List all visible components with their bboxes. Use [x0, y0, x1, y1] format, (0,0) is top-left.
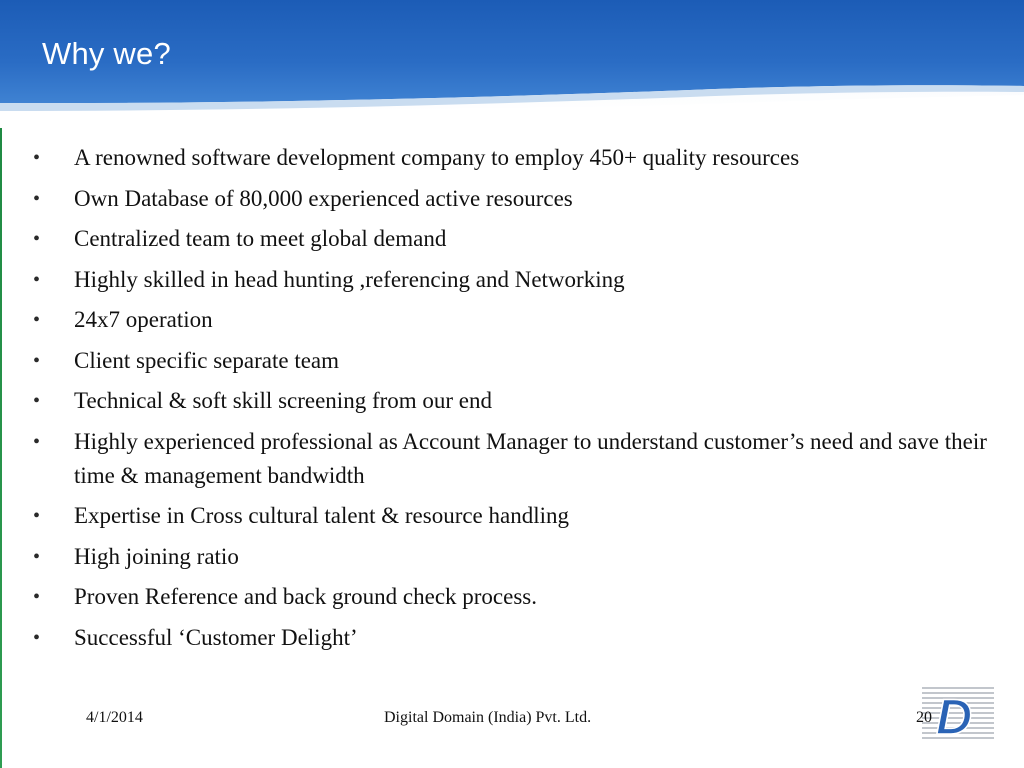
list-item-text: Proven Reference and back ground check process. [74, 584, 537, 609]
list-item-text: Successful ‘Customer Delight’ [74, 624, 358, 650]
bullet-icon: • [33, 349, 41, 372]
left-accent-bar [0, 128, 2, 768]
list-item [30, 303, 1000, 337]
list-item [30, 263, 1000, 297]
title-banner [0, 0, 1024, 130]
bullet-icon: • [33, 390, 41, 412]
list-item [30, 499, 1000, 533]
list-item-text: Centralized team to meet global demand [74, 226, 447, 251]
list-item-text: Highly experienced professional as Account Manager to understand customer’s need and save their time & management bandwidth [74, 428, 987, 488]
logo-letter: D [936, 689, 973, 742]
list-item [30, 384, 1000, 418]
list-item-text: Technical & soft skill screening from our end [74, 388, 493, 413]
bullet-icon: • [33, 268, 41, 291]
list-item [30, 540, 1000, 574]
list-item-text: A renowned software development company to employ 450+ quality resources [74, 145, 800, 170]
bullet-icon: • [33, 309, 41, 331]
list-item [30, 425, 1000, 493]
bullet-icon: • [33, 147, 41, 169]
list-item [30, 182, 1000, 216]
list-item-text: High joining ratio [74, 543, 239, 569]
slide-title: Why we? [42, 36, 171, 71]
list-item [30, 222, 1000, 256]
list-item-text: Client specific separate team [74, 347, 340, 373]
bullet-icon: • [33, 545, 41, 568]
list-item [30, 580, 1000, 614]
bullet-icon: • [33, 228, 41, 250]
bullet-icon: • [33, 505, 41, 527]
bullet-icon: • [33, 187, 41, 210]
footer-company: Digital Domain (India) Pvt. Ltd. [384, 709, 592, 726]
bullet-list [30, 141, 1000, 661]
footer-date: 4/1/2014 [86, 709, 143, 726]
bullet-icon: • [33, 430, 41, 453]
list-item-text: Highly skilled in head hunting ,referencing and Networking [74, 266, 625, 292]
list-item-text: Own Database of 80,000 experienced active resources [74, 185, 573, 211]
list-item [30, 344, 1000, 378]
footer-page-number: 20 [916, 709, 932, 726]
list-item [30, 141, 1000, 175]
list-item-text: Expertise in Cross cultural talent & resource handling [74, 503, 570, 528]
bullet-icon: • [33, 626, 41, 649]
list-item [30, 621, 1000, 655]
bullet-icon: • [33, 586, 41, 608]
list-item-text: 24x7 operation [74, 307, 213, 332]
